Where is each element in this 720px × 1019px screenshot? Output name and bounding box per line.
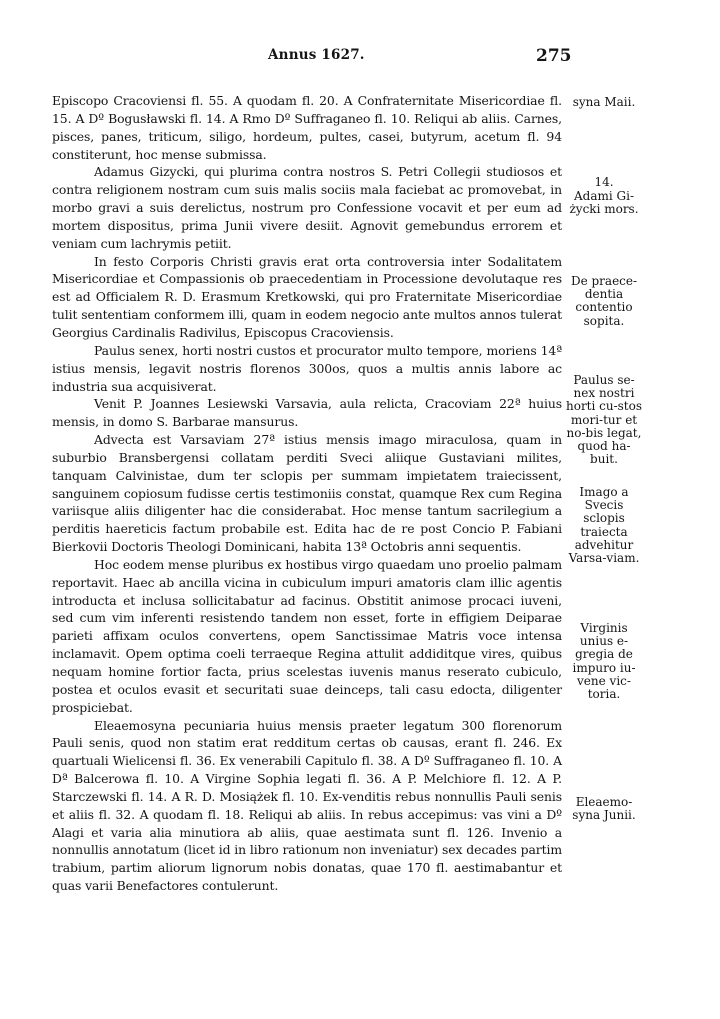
page-number: 275 xyxy=(536,46,572,66)
paragraph-supplies: Episcopo Cracoviensi fl. 55. A quodam fl. 20. A Confraternitate Misericordiae fl. 15. A Dº Bogusławski fl. 14. A Rmo Dº Suffraganeo fl. 10. Reliqui ab aliis. Carnes, pisces, panes, triticum, siligo, hordeum, pultes, casei, butyrum, acetum fl. 94 constiterunt, hoc mense submissa. xyxy=(52,93,562,162)
paragraph-lesiewski: Venit P. Joannes Lesiewski Varsavia, aula relicta, Cracoviam 22ª huius mensis, in domo S. Barbarae mansurus. xyxy=(52,396,562,430)
paragraph-gizycki: Adamus Gizycki, qui plurima contra nostros S. Petri Collegii studiosos et contra religionem nostram cum suis malis sociis mala faciebat ac promovebat, in morbo gravi a suis derelictus, nostrum pro Confessione vocavit et per eum ad mortem dispositus, prima Junii vivere desiit. Agnovit gemebundus errorem et veniam cum lachrymis petiit. xyxy=(52,164,562,251)
margin-note-imago: Imago a Svecis sclopis traiecta advehitur Varsa-viam. xyxy=(568,485,640,566)
margin-note-praecedentia: De praece-dentia contentio sopita. xyxy=(570,274,638,328)
margin-note-paulus: Paulus se-nex nostri horti cu-stos mori-tur et no-bis legat, quod ha-buit. xyxy=(565,373,643,467)
running-head: Annus 1627. xyxy=(268,47,365,63)
paragraph-corpus-christi: In festo Corporis Christi gravis erat orta controversia inter Sodalitatem Misericordiae et Compassionis ob praecedentiam in Processione devolutaque res est ad Officialem R. D. Erasmum Kretkowski, qui pro Fraternitate Misericordiae tulit sententiam conformem illi, quam in eodem negocio ante multos annos tulerat Georgius Cardinalis Radivilus, Episcopus Cracoviensis. xyxy=(52,253,562,340)
margin-note-eleaemosyna: Eleaemo-syna Junii. xyxy=(572,795,636,823)
body-text xyxy=(52,92,562,895)
paragraph-imago: Advecta est Varsaviam 27ª istius mensis imago miraculosa, quam in suburbio Bransbergensi collatam perditi Sveci aliique Gustaviani milites, tanquam Calvinistae, dum ter sclopis per summam impietatem traiecissent, sanguinem copiosum fudisse certis testimoniis constat, quamque Rex cum Regina variisque aliis diligenter hac die considerabat. Hoc mense tantum sacrilegium a perditis haereticis factum probabile est. Edita hac de re post Concio P. Fabiani Bierkovii Doctoris Theologi Dominicani, habita 13ª Octobris anni sequentis. xyxy=(52,432,562,555)
paragraph-virgo: Hoc eodem mense pluribus ex hostibus virgo quaedam uno proelio palmam reportavit. Haec ab ancilla vicina in cubiculum impuri amatoris clam illic agentis introducta et inclusa sollicitabatur ad facinus. Obstitit animose procaci iuveni, sed cum vim inferenti resistendo tandem non esset, forte in effigiem Deiparae parieti affixam oculos convertens, opem Sanctissimae Matris voce intensa inclamavit. Opem optima coeli terraeque Regina attulit addiditque vires, quibus nequam homine fortior facta, prius scelestas iuvenis manus reserato cubiculo, postea et oculos evasit et securitati suae deinceps, tali casu edocta, diligenter prospiciebat. xyxy=(52,556,562,715)
margin-note-syna-maii: syna Maii. xyxy=(572,95,636,109)
margin-note-gizycki: Adami Gi-życki mors. xyxy=(569,189,639,217)
paragraph-paulus: Paulus senex, horti nostri custos et procurator multo tempore, moriens 14ª istius mensis, legavit nostris florenos 300os, quos a multis annis labore ac industria sua acquisiverat. xyxy=(52,342,562,394)
paragraph-eleaemosyna: Eleaemosyna pecuniaria huius mensis praeter legatum 300 florenorum Pauli senis, quod non statim erat redditum certas ob causas, erant fl. 246. Ex quartuali Wielicensi fl. 36. Ex venerabili Capitulo fl. 38. A Dº Suffraganeo fl. 10. A Dª Balcerowa fl. 10. A Virgine Sophia legati fl. 36. A P. Melchiore fl. 12. A P. Starczewski fl. 14. A R. D. Mosiążek fl. 10. Ex-venditis rebus nonnullis Pauli senis et aliis fl. 32. A quodam fl. 18. Reliqui ab aliis. In rebus accepimus: vas vini a Dº Alagi et varia alia minutiora ab aliis, quae aestimata sunt fl. 126. Invenio a nonnullis annotatum (licet id in libro rationum non inveniatur) sex decades partim trabium, partim aliorum lignorum nobis donatas, quae 170 fl. aestimabantur et quas varii Benefactores contulerunt. xyxy=(52,717,562,894)
margin-note-virginis: Virginis unius e-gregia de impuro iu-vene vic-toria. xyxy=(572,621,636,702)
margin-note-number: 14. xyxy=(594,175,614,189)
